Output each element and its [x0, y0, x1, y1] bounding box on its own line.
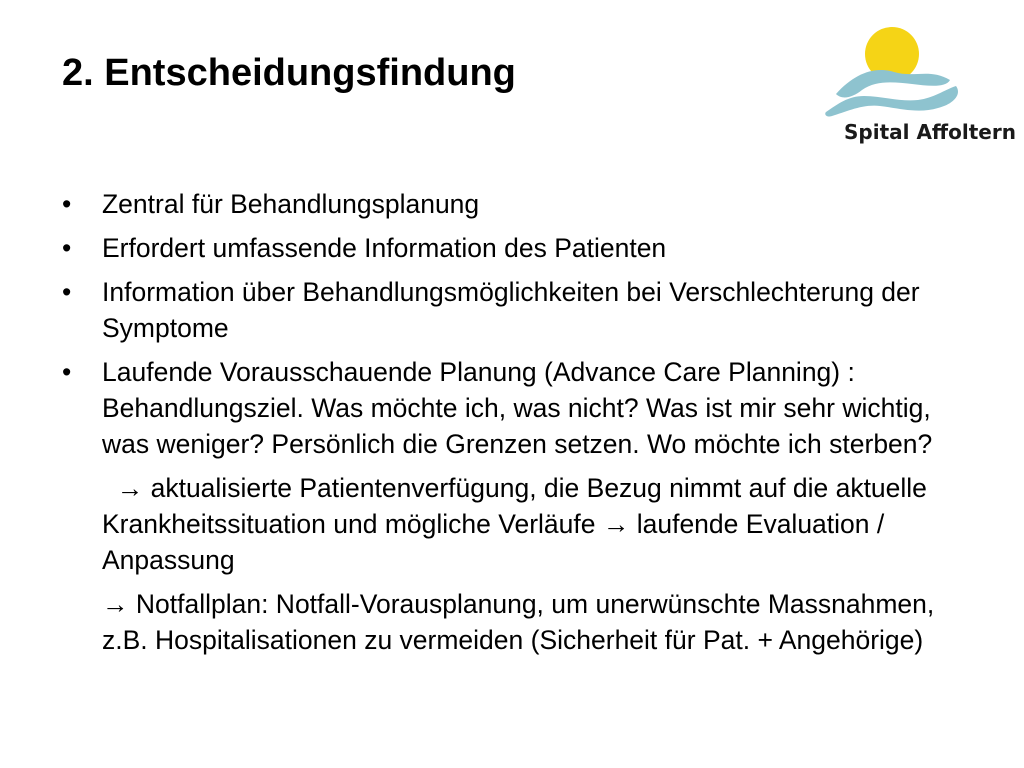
bullet-list: [62, 186, 962, 462]
slide-body: [62, 186, 962, 666]
sub-paragraph-patientenverfuegung: → aktualisierte Patientenverfügung, die Bezug nimmt auf die aktuelle Krankheitssituation und mögliche Verläufe → laufende Evaluation / Anpassung: [102, 473, 927, 575]
bullet-item: [62, 274, 962, 346]
spital-affoltern-logo: [822, 24, 1018, 154]
bullet-text: Erfordert umfassende Information des Patienten: [102, 233, 667, 263]
bullet-marker: •: [62, 357, 72, 387]
logo-wave-upper: [836, 70, 950, 97]
bullet-item: [62, 354, 962, 462]
bullet-marker: •: [62, 189, 72, 219]
bullet-item: [62, 230, 962, 266]
bullet-text: Zentral für Behandlungsplanung: [102, 189, 480, 219]
sub-paragraph-notfallplan: → Notfallplan: Notfall-Vorausplanung, um unerwünschte Massnahmen, z.B. Hospitalisationen zu vermeiden (Sicherheit für Pat. + Angehörige): [102, 589, 935, 655]
bullet-item: [62, 186, 962, 222]
bullet-marker: •: [62, 233, 72, 263]
bullet-marker: •: [62, 277, 72, 307]
slide-title: 2. Entscheidungsfindung: [62, 52, 516, 94]
sun-and-waves-icon: [822, 24, 1018, 120]
logo-wordmark: Spital Affoltern: [844, 120, 1016, 144]
bullet-text: Laufende Vorausschauende Planung (Advance Care Planning) : Behandlungsziel. Was möchte ich, was nicht? Was ist mir sehr wichtig, was weniger? Persönlich die Grenzen setzen. Wo möchte ich sterben?: [102, 357, 933, 459]
bullet-text: Information über Behandlungsmöglichkeiten bei Verschlechterung der Symptome: [102, 277, 920, 343]
